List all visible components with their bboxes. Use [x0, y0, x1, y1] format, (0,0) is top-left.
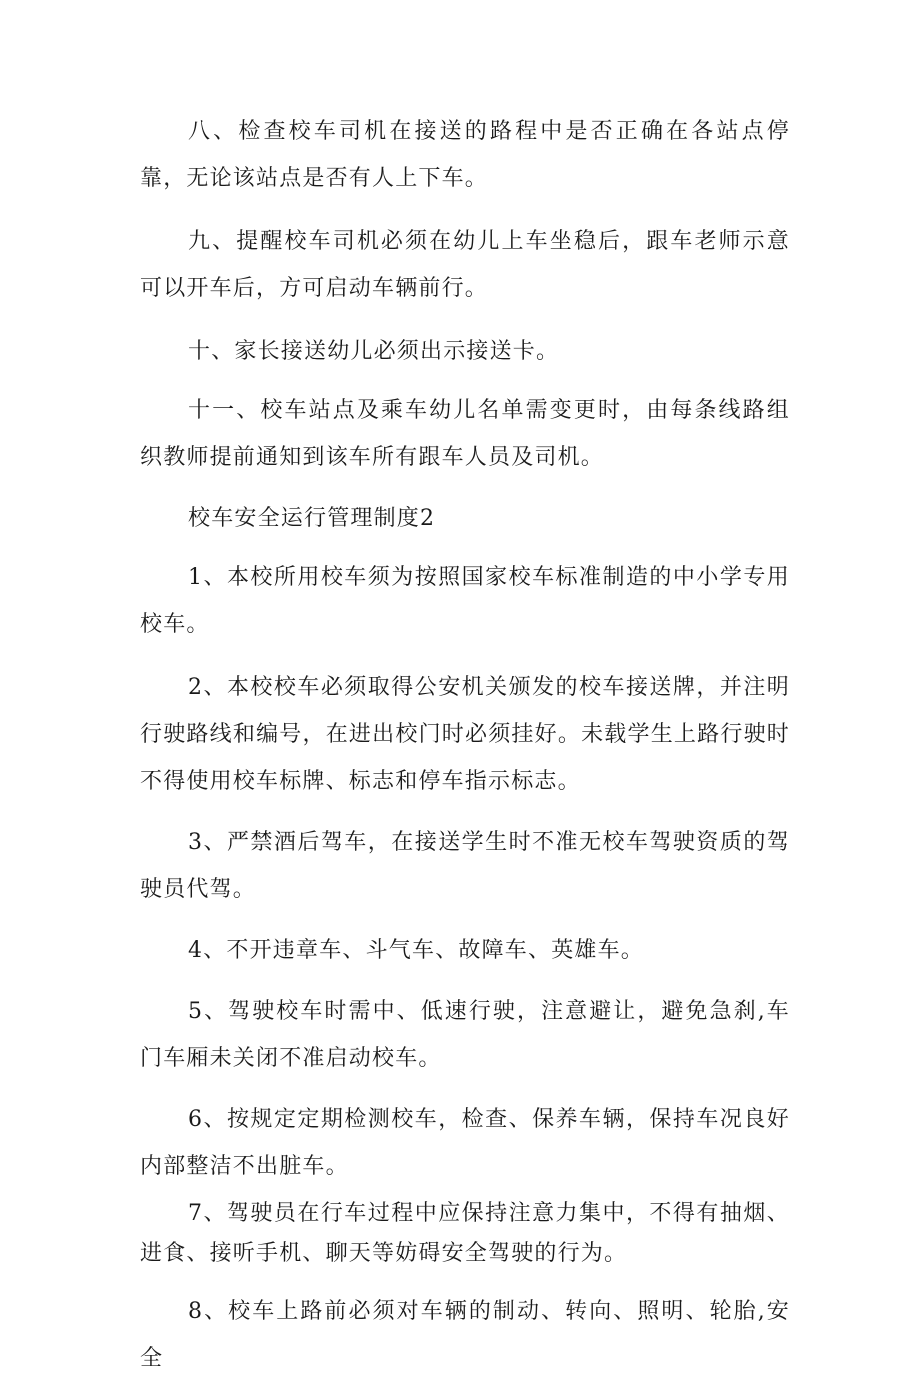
rule-7: 7、驾驶员在行车过程中应保持注意力集中，不得有抽烟、进食、接听手机、聊天等妨碍安全驾驶的行为。 [140, 1201, 790, 1266]
section-heading: 校车安全运行管理制度2 [188, 506, 436, 531]
paragraph-11: 十一、校车站点及乘车幼儿名单需变更时，由每条线路组织教师提前通知到该车所有跟车人员及司机。 [140, 398, 790, 470]
rule-1: 1、本校所用校车须为按照国家校车标准制造的中小学专用校车。 [140, 565, 790, 637]
rule-8: 8、校车上路前必须对车辆的制动、转向、照明、轮胎,安全 [140, 1299, 790, 1371]
document-body [140, 108, 790, 1382]
rule-3: 3、严禁酒后驾车，在接送学生时不准无校车驾驶资质的驾驶员代驾。 [140, 830, 790, 902]
paragraph-8: 八、检查校车司机在接送的路程中是否正确在各站点停靠，无论该站点是否有人上下车。 [140, 119, 790, 191]
paragraph-9: 九、提醒校车司机必须在幼儿上车坐稳后，跟车老师示意可以开车后，方可启动车辆前行。 [140, 229, 790, 301]
rule-2: 2、本校校车必须取得公安机关颁发的校车接送牌，并注明行驶路线和编号，在进出校门时必须挂好。未载学生上路行驶时不得使用校车标牌、标志和停车指示标志。 [140, 675, 790, 794]
rule-6: 6、按规定定期检测校车，检查、保养车辆，保持车况良好内部整洁不出脏车。 [140, 1107, 790, 1179]
rule-4: 4、不开违章车、斗气车、故障车、英雄车。 [188, 938, 644, 963]
rule-5: 5、驾驶校车时需中、低速行驶，注意避让，避免急刹,车门车厢未关闭不准启动校车。 [140, 999, 790, 1071]
paragraph-10: 十、家长接送幼儿必须出示接送卡。 [188, 339, 560, 364]
